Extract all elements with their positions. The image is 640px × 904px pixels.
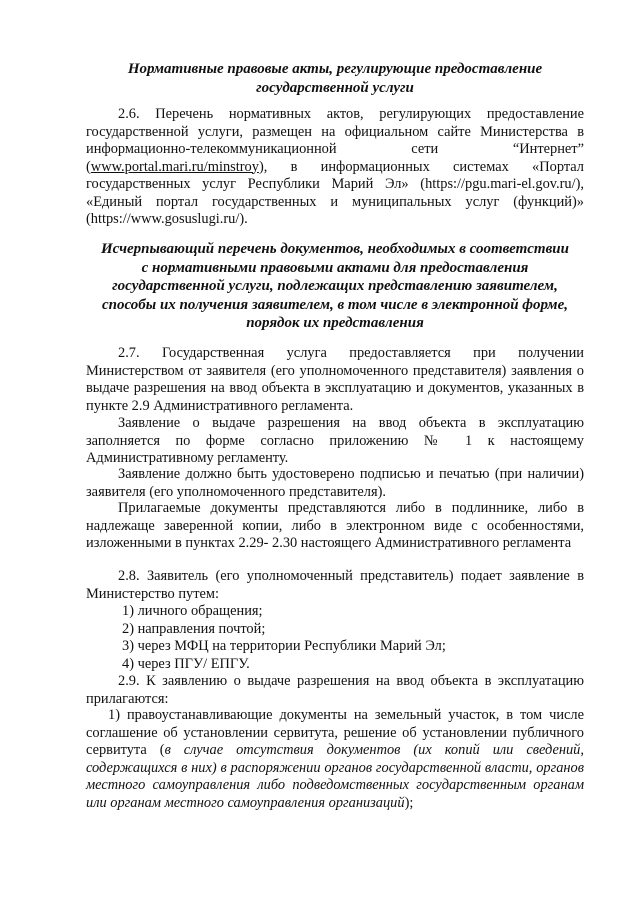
heading-line: Исчерпывающий перечень документов, необходимых в соответствии [101,241,569,257]
heading-line: порядок их представления [246,315,424,331]
heading-line: государственной услуги [256,79,414,96]
list-item: 4) через ПГУ/ ЕПГУ. [122,655,250,672]
section-heading-regulations [86,60,584,97]
heading-line: Нормативные правовые акты, регулирующие предоставление [127,61,543,77]
ministry-link[interactable]: www.portal.mari.ru/minstroy [90,158,259,175]
item-text: 1) правоустанавливающие документы на земельный участок, в том числе соглашение об установлении сервитута, решение об установлении публичного сервитута ( [86,707,584,758]
heading-line: способы их получения заявителем, в том числе в электронной форме, [102,296,568,313]
item-text-end: ); [404,794,414,811]
paragraph-signature: Заявление должно быть удостоверено подписью и печатью (при наличии) заявителя (его уполномоченного представителя). [86,466,584,500]
paragraph-2-8: 2.8. Заявитель (его уполномоченный представитель) подает заявление в Министерство путем: [86,568,584,602]
paragraph-2-6 [86,106,584,229]
section-heading-documents [86,240,584,333]
paragraph-attached-documents: Прилагаемые документы представляются либо в подлиннике, либо в надлежаще заверенной копии, либо в электронном виде с особенностями, изложенными в пунктах 2.29- 2.30 настоящего Административного регламента [86,500,584,551]
list-item: 3) через МФЦ на территории Республики Марий Эл; [122,638,446,654]
paragraph-application-form: Заявление о выдаче разрешения на ввод объекта в эксплуатацию заполняется по форме согласно приложению № 1 к настоящему Административному регламенту. [86,415,584,466]
paragraph-2-7: 2.7. Государственная услуга предоставляется при получении Министерством от заявителя (его уполномоченного представителя) заявления о выдаче разрешения на ввод объекта в эксплуатацию и документов, указанных в пункте 2.9 Административного регламента. [86,345,584,414]
submission-methods-list [86,603,584,673]
list-item: 1) личного обращения; [122,603,263,619]
heading-line: государственной услуги, подлежащих представлению заявителем, [112,278,558,294]
list-item: 2) направления почтой; [122,620,266,637]
paragraph-2-9: 2.9. К заявлению о выдаче разрешения на ввод объекта в эксплуатацию прилагаются: [86,673,584,707]
paragraph-text: ), в информационных системах «Портал государственных услуг Республики Марий Эл» (https://pgu.mari-el.gov.ru/), «Единый портал государственных и муниципальных услуг (функций)» (https://www.gosuslugi.ru/). [86,158,584,227]
heading-line: с нормативными правовыми актами для предоставления [141,259,529,276]
paragraph-text: 2.6. Перечень нормативных актов, регулирующих предоставление государственной услуги, размещен на официальном сайте Министерства в информационно-телекоммуникационной сети “Интернет” ( [86,106,584,175]
item-italic-note: в случае отсутствия документов (их копий или сведений, содержащихся в них) в распоряжении органов государственной власти, органов местного самоуправления либо подведомственных государственным органам или органам местного самоуправления организаций [86,742,584,811]
paragraph-item-1 [86,707,584,812]
